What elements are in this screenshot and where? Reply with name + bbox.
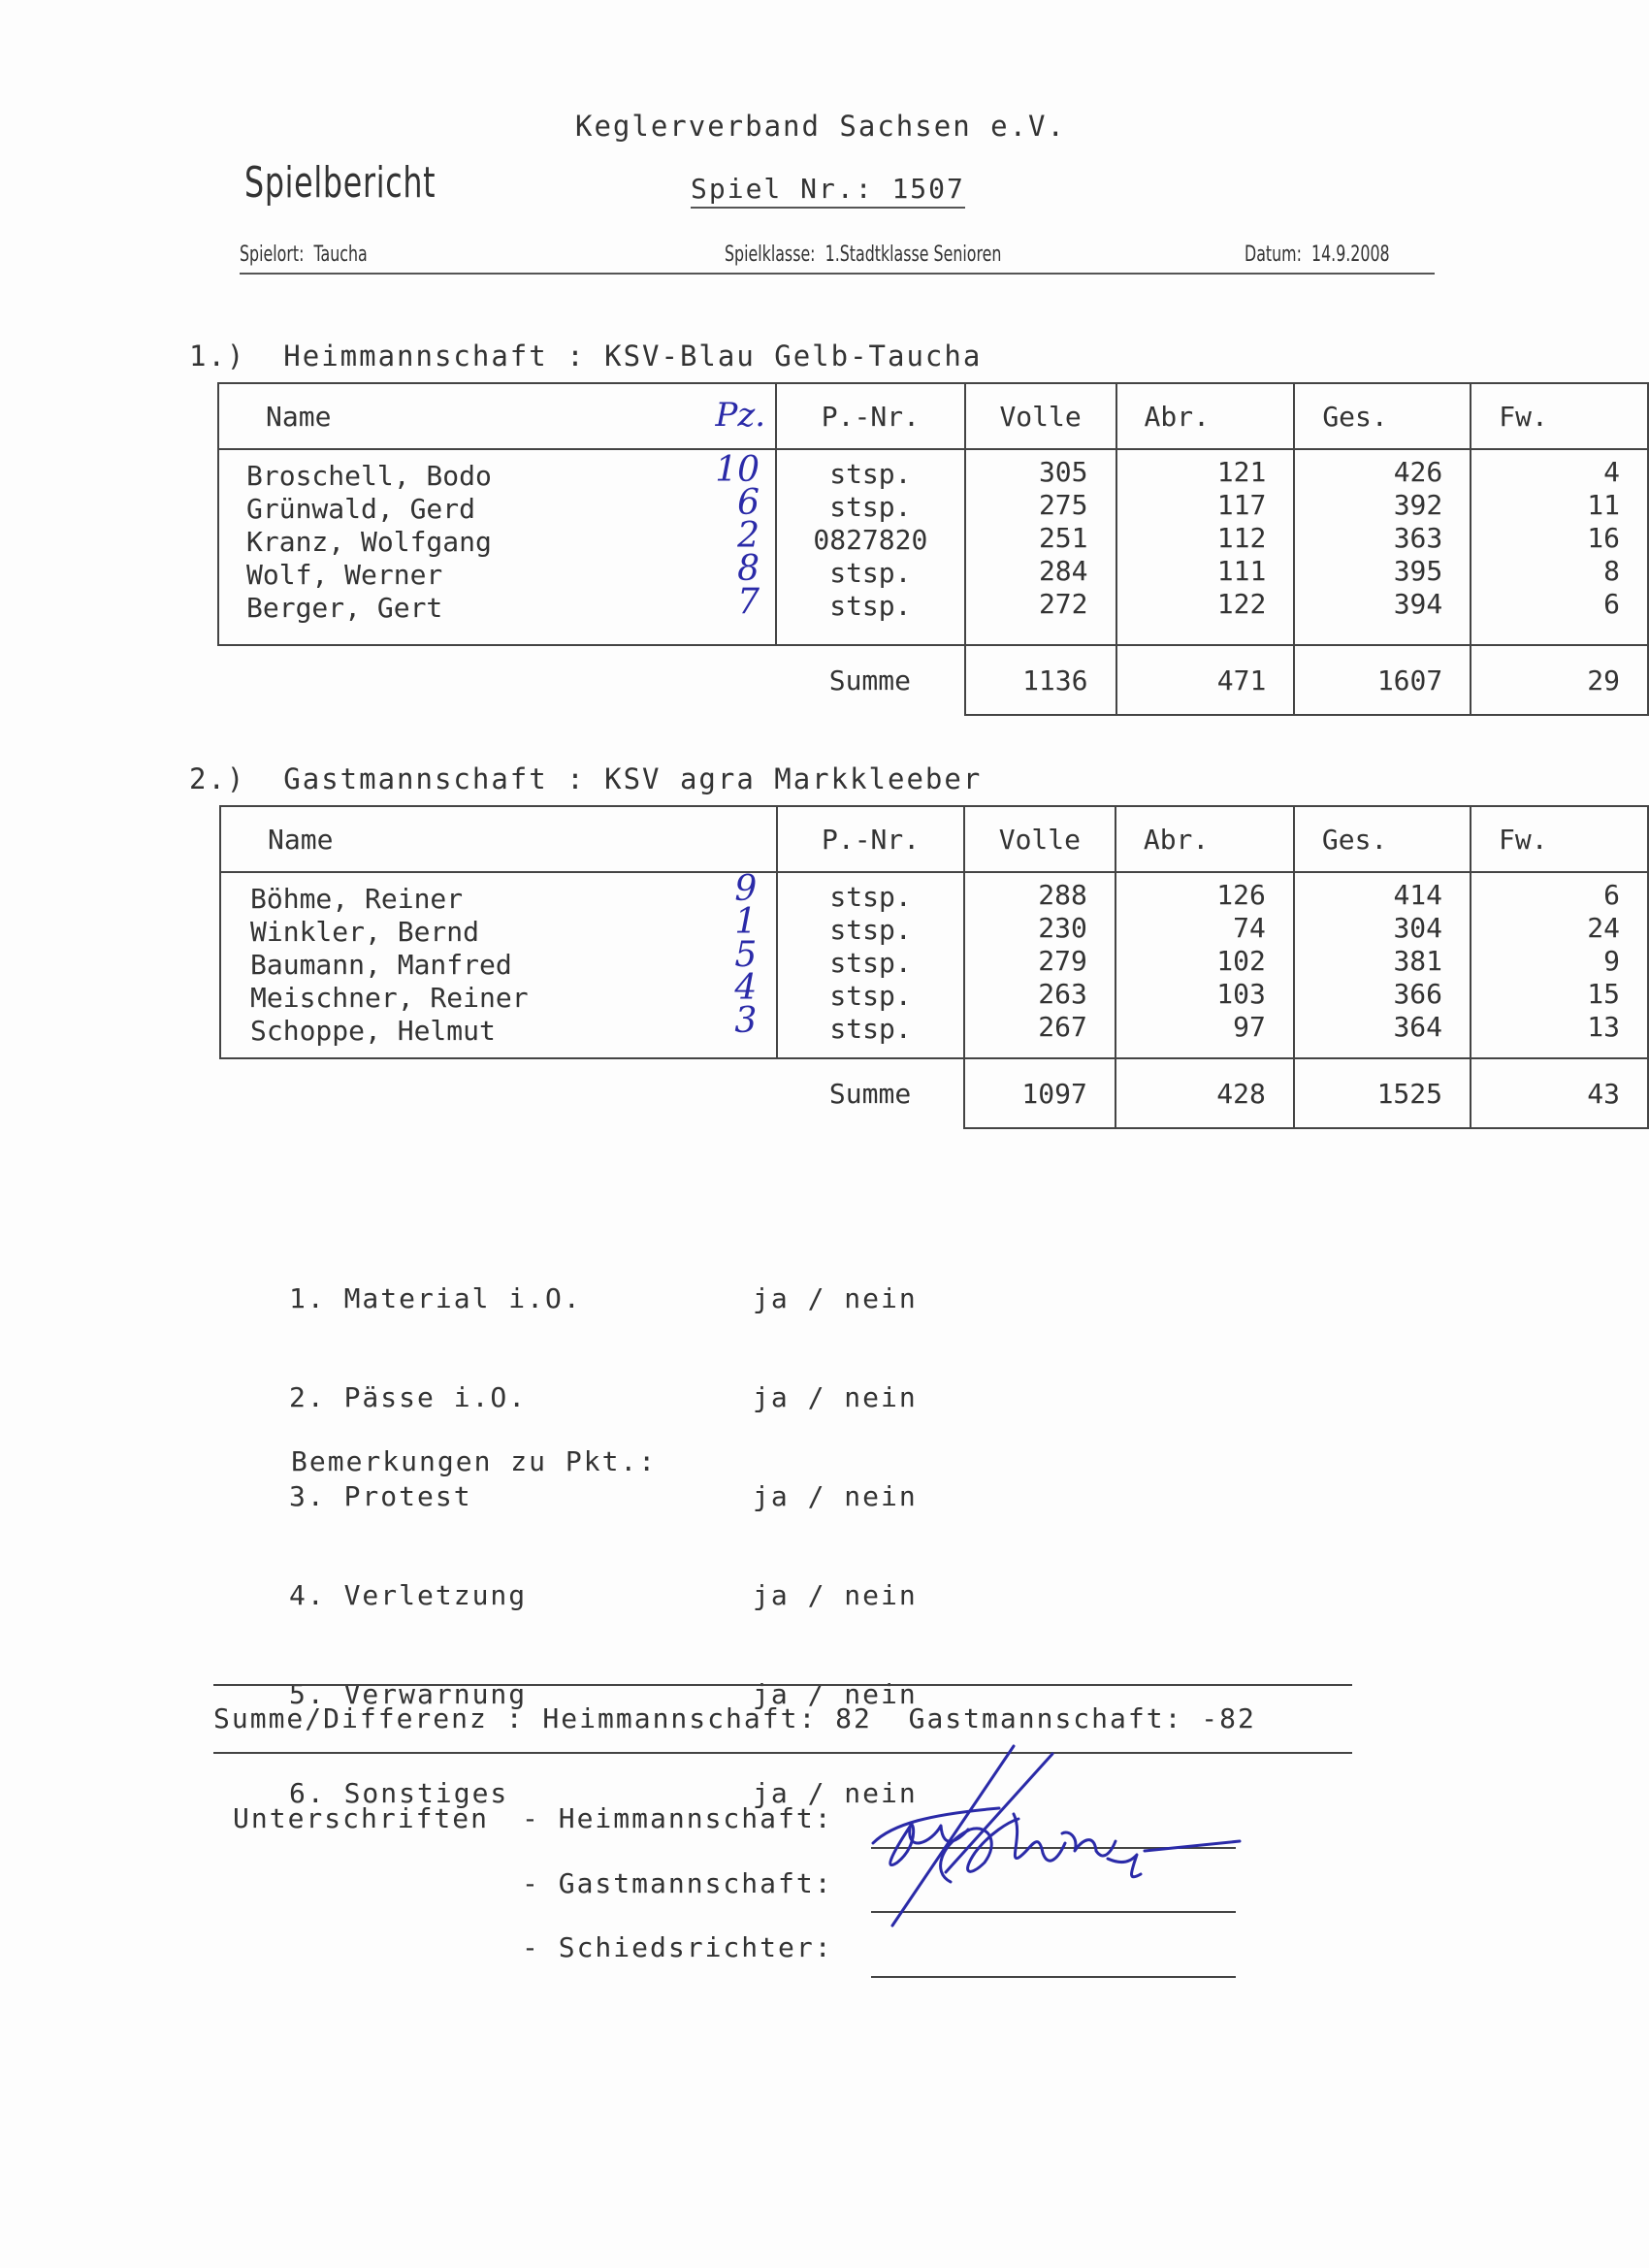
yes-no-option: ja / nein [753, 1381, 918, 1413]
volle-header: Volle [965, 383, 1116, 449]
game-number [691, 173, 965, 209]
guest-ges-cell [1294, 872, 1471, 1058]
table-cell: 4 [1603, 456, 1620, 488]
table-cell: 24 [1587, 912, 1620, 944]
list-item: Meischner, Reiner [250, 982, 529, 1014]
difference-summary: Summe/Differenz : Heimmannschaft: 82 Gastmannschaft: -82 [213, 1702, 1256, 1734]
guest-score-table [219, 805, 1649, 1129]
table-cell: 126 [1216, 879, 1266, 911]
table-cell: 103 [1216, 978, 1266, 1010]
table-cell: 15 [1587, 978, 1620, 1010]
table-cell: 11 [1587, 489, 1620, 521]
class-value: 1.Stadtklasse Senioren [824, 243, 1002, 267]
list-item: Schoppe, Helmut [250, 1015, 496, 1047]
table-cell: stsp. [829, 1013, 912, 1045]
date-label: Datum: [1245, 243, 1302, 267]
guest-sum-ges: 1525 [1294, 1058, 1471, 1128]
table-cell: 16 [1587, 522, 1620, 554]
list-item: 9 [734, 869, 758, 909]
ges-header: Ges. [1294, 806, 1471, 872]
home-volle-cell [965, 449, 1116, 645]
game-number-label: Spiel Nr.: [691, 173, 874, 205]
pnr-header: P.-Nr. [777, 806, 964, 872]
guest-names-cell [220, 869, 777, 1058]
table-cell: 6 [1603, 879, 1620, 911]
table-cell: 305 [1038, 456, 1088, 488]
rank-header-handwritten: Pz. [715, 396, 766, 435]
home-ges-cell [1294, 449, 1471, 645]
volle-header: Volle [964, 806, 1116, 872]
table-cell: 392 [1393, 489, 1443, 521]
table-cell: 6 [1603, 588, 1620, 620]
table-cell: 395 [1393, 555, 1443, 587]
table-cell: 267 [1038, 1011, 1087, 1043]
table-cell: 263 [1038, 978, 1087, 1010]
list-item: Berger, Gert [246, 592, 443, 624]
home-score-table [217, 382, 1649, 716]
table-cell: 8 [1603, 555, 1620, 587]
table-cell: 13 [1587, 1011, 1620, 1043]
list-item: 6 [737, 483, 760, 523]
table-cell: 426 [1393, 456, 1443, 488]
list-item: Broschell, Bodo [246, 460, 492, 492]
class-label: Spielklasse: [725, 243, 816, 267]
table-cell: stsp. [829, 557, 912, 589]
table-cell: 275 [1038, 489, 1088, 521]
list-item: Grünwald, Gerd [246, 493, 476, 525]
table-cell: 9 [1603, 945, 1620, 977]
list-item: 3 [734, 1001, 758, 1041]
home-sum-volle: 1136 [965, 645, 1116, 715]
table-cell: 279 [1038, 945, 1087, 977]
list-item: 5 [734, 935, 758, 975]
guest-abr-cell [1116, 872, 1294, 1058]
list-item: Wolf, Werner [246, 559, 443, 591]
table-cell: 381 [1393, 945, 1443, 977]
remarks-label: Bemerkungen zu Pkt.: [291, 1445, 658, 1477]
guest-fw-cell [1471, 872, 1648, 1058]
table-cell: 0827820 [813, 524, 928, 556]
list-item: Kranz, Wolfgang [246, 526, 492, 558]
table-cell: 304 [1393, 912, 1443, 944]
list-item: 2. Pässe i.O. [289, 1381, 528, 1413]
pnr-header: P.-Nr. [776, 383, 965, 449]
handwritten-signature [854, 1736, 1261, 1950]
table-cell: 121 [1216, 456, 1267, 488]
guest-rank-list [734, 869, 758, 1041]
table-cell: 97 [1233, 1011, 1266, 1043]
table-cell: stsp. [829, 881, 912, 913]
match-date [1245, 243, 1390, 267]
list-item: Böhme, Reiner [250, 883, 464, 915]
list-item: Winkler, Bernd [250, 916, 480, 948]
list-item: 7 [737, 582, 760, 622]
ges-header: Ges. [1294, 383, 1471, 449]
guest-sum-fw: 43 [1471, 1058, 1648, 1128]
table-cell: stsp. [829, 947, 912, 979]
fw-header: Fw. [1471, 806, 1648, 872]
guest-signature-label: - Gastmannschaft: [522, 1867, 833, 1899]
table-cell: stsp. [829, 458, 912, 490]
guest-name-list [250, 883, 776, 1048]
home-sum-fw: 29 [1471, 645, 1648, 715]
abr-header: Abr. [1116, 806, 1294, 872]
abr-header: Abr. [1116, 383, 1295, 449]
home-names-cell [218, 449, 776, 645]
table-cell: 251 [1038, 522, 1088, 554]
table-cell: 363 [1393, 522, 1443, 554]
table-cell: 364 [1393, 1011, 1443, 1043]
list-item: 4. Verletzung [289, 1579, 528, 1611]
table-cell: 117 [1216, 489, 1267, 521]
guest-team-title: 2.) Gastmannschaft : KSV agra Markkleeber [189, 762, 983, 795]
home-name-list [246, 460, 775, 625]
table-cell: stsp. [829, 590, 912, 622]
yes-no-option: ja / nein [753, 1777, 918, 1809]
list-item: 1. Material i.O. [289, 1282, 582, 1314]
home-signature-label: - Heimmannschaft: [522, 1802, 833, 1834]
list-item: 5. Verwarnung [289, 1678, 528, 1710]
referee-signature-label: - Schiedsrichter: [522, 1931, 833, 1963]
name-header: Name [220, 806, 777, 872]
name-header: Name Pz. [218, 383, 776, 449]
checklist-items [289, 1216, 582, 1843]
home-sum-label: Summe [828, 664, 912, 697]
divider [213, 1684, 1352, 1686]
home-abr-cell [1116, 449, 1295, 645]
table-cell: 122 [1216, 588, 1267, 620]
table-cell: 288 [1038, 879, 1087, 911]
guest-volle-cell [964, 872, 1116, 1058]
table-cell: 414 [1393, 879, 1443, 911]
home-sum-abr: 471 [1116, 645, 1295, 715]
list-item: Baumann, Manfred [250, 949, 512, 981]
venue-label: Spielort: [240, 243, 305, 267]
table-cell: 284 [1038, 555, 1088, 587]
table-cell: 111 [1216, 555, 1267, 587]
table-cell: stsp. [829, 491, 912, 523]
list-item: 8 [737, 549, 760, 589]
game-number-value: 1507 [891, 173, 965, 205]
league-class [725, 243, 1001, 267]
home-rank-list [715, 450, 760, 622]
signatures-label: Unterschriften [233, 1802, 490, 1834]
list-item: 10 [715, 450, 760, 490]
table-cell: 230 [1038, 912, 1087, 944]
venue-value: Taucha [313, 243, 368, 267]
yes-no-option: ja / nein [753, 1480, 918, 1512]
venue [240, 243, 368, 267]
date-value: 14.9.2008 [1311, 243, 1390, 267]
table-cell: 272 [1038, 588, 1088, 620]
guest-pnr-cell [777, 872, 964, 1058]
yes-no-option: ja / nein [753, 1678, 918, 1710]
table-cell: stsp. [829, 980, 912, 1012]
home-team-title: 1.) Heimmannschaft : KSV-Blau Gelb-Taucha [189, 340, 983, 373]
table-cell: 74 [1233, 912, 1266, 944]
list-item: 2 [737, 516, 760, 556]
referee-signature-line[interactable] [871, 1976, 1236, 1978]
document-title: Spielbericht [244, 158, 436, 208]
table-cell: 366 [1393, 978, 1443, 1010]
list-item: 1 [734, 902, 758, 942]
list-item: 4 [734, 968, 758, 1008]
home-sum-ges: 1607 [1294, 645, 1471, 715]
yes-no-option: ja / nein [753, 1282, 918, 1314]
yes-no-option: ja / nein [753, 1579, 918, 1611]
association-name: Keglerverband Sachsen e.V. [575, 110, 1066, 143]
table-cell: 112 [1216, 522, 1267, 554]
header-divider [240, 273, 1435, 275]
table-cell: 394 [1393, 588, 1443, 620]
guest-sum-label: Summe [828, 1078, 912, 1110]
list-item: 6. Sonstiges [289, 1777, 509, 1809]
guest-sum-abr: 428 [1116, 1058, 1294, 1128]
home-fw-cell [1471, 449, 1648, 645]
list-item: 3. Protest [289, 1480, 472, 1512]
guest-sum-volle: 1097 [964, 1058, 1116, 1128]
home-pnr-cell [776, 449, 965, 645]
table-cell: 102 [1216, 945, 1266, 977]
table-cell: stsp. [829, 914, 912, 946]
fw-header: Fw. [1471, 383, 1648, 449]
